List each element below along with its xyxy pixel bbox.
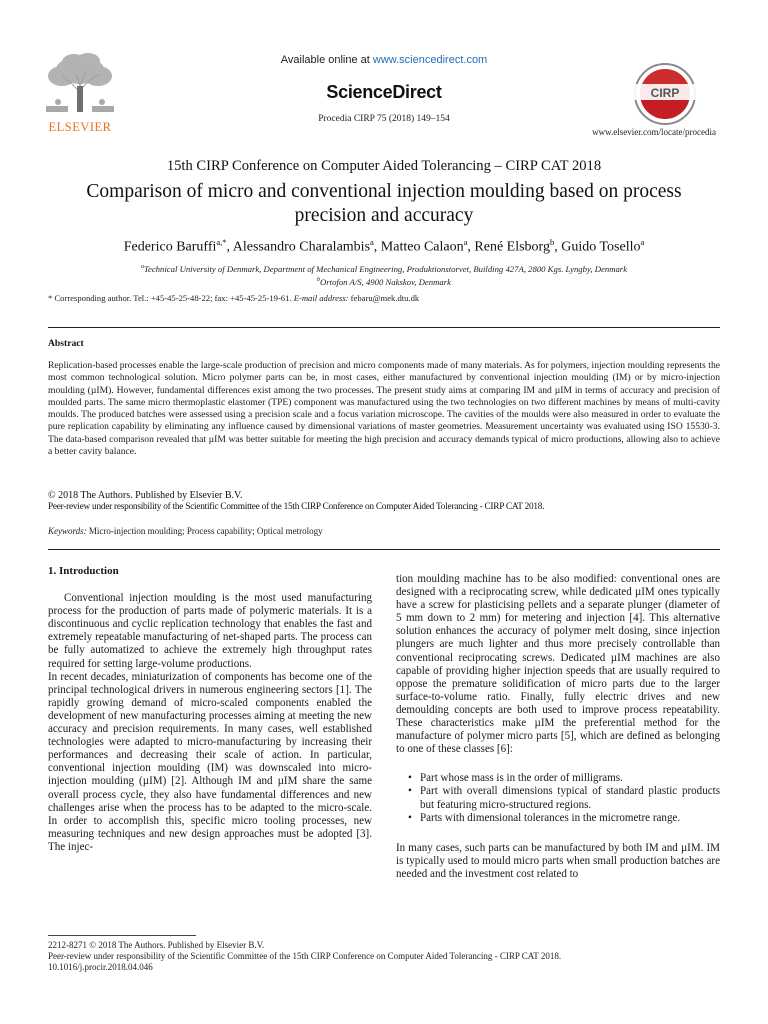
footer-issn-line: 2212-8271 © 2018 The Authors. Published by Elsevier B.V. bbox=[48, 940, 265, 950]
keywords-line bbox=[48, 526, 323, 536]
abstract-bottom-rule bbox=[48, 549, 720, 550]
author-name: Matteo Calaon bbox=[380, 239, 464, 255]
author-separator: , bbox=[467, 239, 475, 255]
footnote-rule bbox=[48, 935, 196, 936]
list-item: • Part whose mass is in the order of milligrams. bbox=[410, 772, 720, 785]
author-affiliation-mark: a bbox=[640, 237, 645, 247]
corresponding-contact: * Corresponding author. Tel.: +45-45-25-48-22; fax: +45-45-25-19-61. bbox=[48, 293, 294, 303]
conference-name: 15th CIRP Conference on Computer Aided Tolerancing – CIRP CAT 2018 bbox=[166, 158, 602, 174]
journal-reference: Procedia CIRP 75 (2018) 149–154 bbox=[318, 114, 450, 124]
bullet-list bbox=[410, 772, 720, 824]
copyright-line: © 2018 The Authors. Published by Elsevier B.V. bbox=[48, 490, 243, 501]
abstract-body: Replication-based processes enable the large-scale production of precision and micro components made of many materials. As for polymers, injection moulding represents the most common technological solution. Micro polymer parts can be, in most cases, either manufactured by conventional injection moulding (IM) or by micro-injection moulding (µIM). However, fundamental differences exist among the two processes. The present study aims at comparing IM and µIM in terms of accuracy and precision of moulded parts. The same micro thermoplastic elastomer (TPE) component was manufactured using the two technologies on two different machines by means of multi-cavity moulds. The produced batches were assessed using a precision scale and a focus variation microscope. The cavities of the moulds were also measured in order to evaluate the pure replication capability by eliminating any influence caused by dimensional variations of master geometries. Measurement uncertainty was evaluated using ISO 15530-3. The data-based comparison revealed that µIM was better suitable for meeting the high precision and accuracy demands typical of micro productions, allowing also to achieve a better cavity balance. bbox=[48, 360, 720, 458]
affiliation-b-mark: b bbox=[317, 277, 321, 284]
author-list bbox=[0, 237, 768, 256]
sciencedirect-wordmark: ScienceDirect bbox=[326, 82, 442, 102]
author-separator: , bbox=[373, 239, 381, 255]
list-item: • Part with overall dimensions typical of standard plastic products but featuring micro-structured regions. bbox=[410, 785, 720, 811]
author-name: Alessandro Charalambis bbox=[232, 239, 371, 255]
journal-url-link[interactable]: www.elsevier.com/locate/procedia bbox=[592, 127, 716, 137]
keywords-list: Micro-injection moulding; Process capability; Optical metrology bbox=[86, 526, 323, 536]
affiliation-a-text: Technical University of Denmark, Department of Mechanical Engineering, Produktionstorvet, Building 427A, 2800 Kgs. Lyngby, Denmark bbox=[143, 264, 628, 274]
abstract-top-rule bbox=[48, 327, 720, 328]
author-affiliation-mark: a bbox=[463, 237, 468, 247]
list-item: • Parts with dimensional tolerances in the micrometre range. bbox=[410, 812, 720, 825]
affiliation-b bbox=[0, 277, 768, 287]
cirp-logo bbox=[628, 62, 702, 126]
affiliation-a bbox=[0, 264, 768, 274]
sciencedirect-link[interactable]: www.sciencedirect.com bbox=[372, 54, 488, 66]
paper-title-line-2: precision and accuracy bbox=[294, 205, 474, 226]
cirp-emblem-icon bbox=[628, 62, 702, 126]
author-name: Federico Baruffi bbox=[123, 239, 217, 255]
elsevier-wordmark: ELSEVIER bbox=[48, 120, 112, 134]
paper-title-line-1: Comparison of micro and conventional injection moulding based on process bbox=[86, 181, 682, 202]
corresponding-author-note bbox=[48, 293, 419, 303]
footer-doi[interactable]: 10.1016/j.procir.2018.04.046 bbox=[48, 962, 153, 973]
body-paragraph: In many cases, such parts can be manufactured by both IM and µIM. IM is typically used to mould micro parts when small production batches are needed and the investment cost related to bbox=[396, 841, 720, 880]
author-affiliation-mark: a bbox=[370, 237, 374, 247]
author-name: Guido Tosello bbox=[561, 239, 641, 255]
body-column-right bbox=[396, 573, 720, 881]
affiliation-a-mark: a bbox=[140, 264, 144, 271]
body-paragraph: In recent decades, miniaturization of components has become one of the principal technological drivers in numerous engineering sectors [1]. The rapidly growing demand of micro-scaled components enabled the development of new manufacturing processes aiming at meeting the new accuracy and precision requirements. In many cases, well established technologies were adapted to micro-manufacturing by increasing their performances and decreasing their scale of action. In particular, conventional injection moulding (IM) was downscaled into micro-injection moulding (µIM) [2]. Although IM and µIM share the same overall process cycle, they also have fundamental differences and new challenges arise when the process has to be adapted to the micro-scale. In order to accomplish this, specific micro tooling processes, new measuring techniques and new design approaches must be adopted [3]. The injec- bbox=[48, 670, 372, 853]
author-separator: , bbox=[226, 239, 233, 255]
author-affiliation-mark: b bbox=[549, 237, 555, 247]
paper-title bbox=[40, 180, 728, 228]
author-affiliation-mark: a,* bbox=[216, 237, 227, 247]
body-paragraph: Conventional injection moulding is the most used manufacturing process for the production of parts made of polymeric materials. It is a discontinuous and cyclic replication technology that enables the fast and extremely repeatable manufacturing of net-shaped parts. The process can be fully automatized to achieve the extremely high throughput rates required for setting large-volume productions. bbox=[48, 592, 372, 670]
footer-peer-review-line: Peer-review under responsibility of the Scientific Committee of the 15th CIRP Conference on Computer Aided Tolerancing - CIRP CAT 2018. bbox=[48, 951, 562, 962]
abstract-heading: Abstract bbox=[48, 338, 84, 349]
author-name: René Elsborg bbox=[474, 239, 550, 255]
email-address[interactable]: febaru@mek.dtu.dk bbox=[348, 293, 420, 303]
author-separator: , bbox=[554, 239, 562, 255]
peer-review-line: Peer-review under responsibility of the Scientific Committee of the 15th CIRP Conference on Computer Aided Tolerancing - CIRP CAT 2018. bbox=[48, 502, 545, 512]
keywords-label: Keywords: bbox=[48, 526, 87, 536]
body-paragraph: tion moulding machine has to be also modified: conventional ones are designed with a reciprocating screw, while dedicated µIM ones typically have a screw for plasticising pellets and a separate plunger (diameter of 5 mm down to 2 mm) for metering and injection [4]. This alternative solution enhances the accuracy of polymer melt dosing, since injection plungers are much lighter and thus more precisely controllable than conventional reciprocating screws. Dedicated µIM machines are also capable of providing higher injection speeds that are usually required to oppose the premature solidification of micro parts due to the larger surface-to-volume ratio. Finally, fully electric drives and new demoulding concepts are both used to improve process repeatability. These characteristics make µIM the preferential method for the manufacture of polymer micro parts [5], which are defined as belonging to one of these classes [6]: bbox=[396, 573, 720, 756]
cirp-logo-text: CIRP bbox=[650, 86, 680, 100]
section-heading-introduction: 1. Introduction bbox=[48, 565, 119, 577]
available-online-prefix: Available online at bbox=[280, 54, 373, 66]
page-footer bbox=[48, 940, 738, 974]
affiliation-b-text: Ortofon A/S, 4900 Nakskov, Denmark bbox=[320, 277, 451, 287]
email-label: E-mail address: bbox=[293, 293, 349, 303]
body-column-left bbox=[48, 565, 372, 854]
